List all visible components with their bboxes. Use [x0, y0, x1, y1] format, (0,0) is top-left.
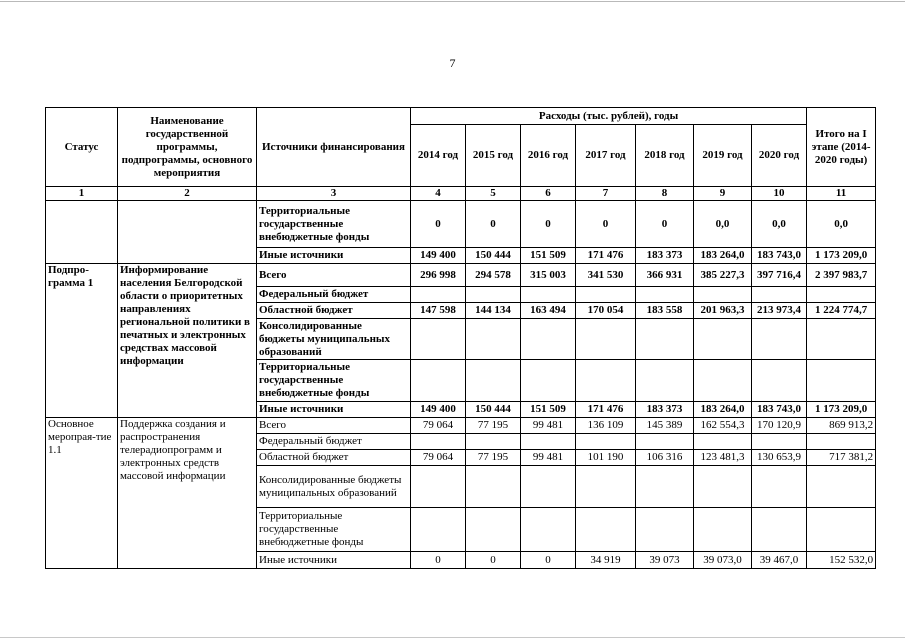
column-number: 6: [521, 187, 576, 201]
year-value: 145 389: [636, 418, 694, 434]
year-value: [411, 508, 466, 552]
header-year: 2014 год: [411, 125, 466, 187]
year-value: 0: [521, 552, 576, 569]
year-value: [576, 360, 636, 402]
row-status: Подпро-грамма 1: [46, 264, 118, 418]
year-value: [636, 287, 694, 303]
total-value: 2 397 983,7: [807, 264, 876, 287]
year-value: [521, 319, 576, 360]
year-value: [411, 319, 466, 360]
year-value: 39 467,0: [752, 552, 807, 569]
funding-source: Консолидированные бюджеты муниципальных образований: [257, 466, 411, 508]
year-value: 0: [466, 552, 521, 569]
year-value: 0: [576, 201, 636, 248]
year-value: [521, 466, 576, 508]
row-status: [46, 201, 118, 264]
scan-edge-bottom: [0, 637, 905, 638]
scan-edge-top: [0, 1, 905, 2]
header-status: Статус: [46, 108, 118, 187]
year-value: 0: [411, 201, 466, 248]
header-year: 2017 год: [576, 125, 636, 187]
year-value: [466, 508, 521, 552]
year-value: 144 134: [466, 303, 521, 319]
year-value: [576, 319, 636, 360]
table-row: [46, 201, 876, 248]
year-value: [694, 287, 752, 303]
row-name: Поддержка создания и распространения телерадиопрограмм и электронных средств массовой информации: [118, 418, 257, 569]
year-value: [636, 466, 694, 508]
column-number: 3: [257, 187, 411, 201]
year-value: [521, 508, 576, 552]
header-row-1: [46, 108, 876, 125]
table-row: [46, 418, 876, 434]
year-value: 106 316: [636, 450, 694, 466]
column-number: 5: [466, 187, 521, 201]
year-value: [752, 434, 807, 450]
year-value: [466, 434, 521, 450]
total-value: [807, 287, 876, 303]
year-value: [636, 360, 694, 402]
total-value: 869 913,2: [807, 418, 876, 434]
year-value: 162 554,3: [694, 418, 752, 434]
column-number: 8: [636, 187, 694, 201]
column-number: 7: [576, 187, 636, 201]
total-value: [807, 508, 876, 552]
total-value: 1 224 774,7: [807, 303, 876, 319]
year-value: 294 578: [466, 264, 521, 287]
total-value: 717 381,2: [807, 450, 876, 466]
year-value: [521, 287, 576, 303]
year-value: 315 003: [521, 264, 576, 287]
funding-source: Консолидированные бюджеты муниципальных образований: [257, 319, 411, 360]
year-value: [466, 466, 521, 508]
year-value: 171 476: [576, 248, 636, 264]
year-value: 201 963,3: [694, 303, 752, 319]
total-value: 152 532,0: [807, 552, 876, 569]
year-value: 79 064: [411, 450, 466, 466]
table-row: [46, 264, 876, 287]
year-value: 130 653,9: [752, 450, 807, 466]
year-value: 213 973,4: [752, 303, 807, 319]
funding-source: Федеральный бюджет: [257, 287, 411, 303]
header-expenses: Расходы (тыс. рублей), годы: [411, 108, 807, 125]
year-value: [636, 508, 694, 552]
year-value: [411, 466, 466, 508]
funding-source: Территориальные государственные внебюджетные фонды: [257, 508, 411, 552]
funding-source: Территориальные государственные внебюджетные фонды: [257, 201, 411, 248]
year-value: 0: [521, 201, 576, 248]
column-number: 4: [411, 187, 466, 201]
year-value: [752, 466, 807, 508]
year-value: 0: [636, 201, 694, 248]
year-value: 183 743,0: [752, 248, 807, 264]
year-value: [694, 319, 752, 360]
year-value: 79 064: [411, 418, 466, 434]
funding-source: Иные источники: [257, 402, 411, 418]
year-value: 183 264,0: [694, 402, 752, 418]
header-year: 2016 год: [521, 125, 576, 187]
column-number: 10: [752, 187, 807, 201]
year-value: 149 400: [411, 402, 466, 418]
funding-source: Федеральный бюджет: [257, 434, 411, 450]
year-value: [576, 508, 636, 552]
header-year: 2018 год: [636, 125, 694, 187]
year-value: 101 190: [576, 450, 636, 466]
row-status: Основное меропрая-тие 1.1: [46, 418, 118, 569]
year-value: [466, 287, 521, 303]
year-value: 39 073: [636, 552, 694, 569]
year-value: 341 530: [576, 264, 636, 287]
total-value: [807, 434, 876, 450]
year-value: 77 195: [466, 418, 521, 434]
column-number: 9: [694, 187, 752, 201]
column-number: 11: [807, 187, 876, 201]
header-total: Итого на I этапе (2014-2020 годы): [807, 108, 876, 187]
row-name: Информирование населения Белгородской области о приоритетных направлениях региональной политики в печатных и электронных средствах массовой информации: [118, 264, 257, 418]
year-value: 170 054: [576, 303, 636, 319]
column-number: 1: [46, 187, 118, 201]
year-value: 136 109: [576, 418, 636, 434]
column-number: 2: [118, 187, 257, 201]
funding-source: Областной бюджет: [257, 450, 411, 466]
year-value: 0,0: [694, 201, 752, 248]
year-value: 151 509: [521, 248, 576, 264]
column-number-row: [46, 187, 876, 201]
year-value: 397 716,4: [752, 264, 807, 287]
header-year: 2019 год: [694, 125, 752, 187]
year-value: [521, 360, 576, 402]
year-value: [521, 434, 576, 450]
year-value: 0: [411, 552, 466, 569]
year-value: 385 227,3: [694, 264, 752, 287]
year-value: [411, 287, 466, 303]
year-value: 34 919: [576, 552, 636, 569]
year-value: [411, 434, 466, 450]
header-name: Наименование государственной программы, подпрограммы, основного мероприятия: [118, 108, 257, 187]
year-value: 170 120,9: [752, 418, 807, 434]
total-value: 1 173 209,0: [807, 248, 876, 264]
year-value: 0,0: [752, 201, 807, 248]
year-value: [576, 466, 636, 508]
year-value: [694, 508, 752, 552]
year-value: 171 476: [576, 402, 636, 418]
year-value: [466, 360, 521, 402]
total-value: 1 173 209,0: [807, 402, 876, 418]
year-value: 183 558: [636, 303, 694, 319]
year-value: [636, 319, 694, 360]
funding-source: Областной бюджет: [257, 303, 411, 319]
total-value: [807, 319, 876, 360]
header-year: 2015 год: [466, 125, 521, 187]
header-year: 2020 год: [752, 125, 807, 187]
year-value: [752, 360, 807, 402]
total-value: [807, 466, 876, 508]
year-value: [752, 287, 807, 303]
year-value: [576, 434, 636, 450]
year-value: 123 481,3: [694, 450, 752, 466]
year-value: [694, 434, 752, 450]
year-value: 183 373: [636, 248, 694, 264]
year-value: 183 743,0: [752, 402, 807, 418]
funding-source: Иные источники: [257, 248, 411, 264]
year-value: 150 444: [466, 248, 521, 264]
funding-source: Территориальные государственные внебюджетные фонды: [257, 360, 411, 402]
year-value: [694, 466, 752, 508]
year-value: 151 509: [521, 402, 576, 418]
year-value: 147 598: [411, 303, 466, 319]
year-value: [466, 319, 521, 360]
year-value: [576, 287, 636, 303]
year-value: 77 195: [466, 450, 521, 466]
year-value: 150 444: [466, 402, 521, 418]
year-value: 163 494: [521, 303, 576, 319]
total-value: 0,0: [807, 201, 876, 248]
year-value: [694, 360, 752, 402]
year-value: 183 373: [636, 402, 694, 418]
year-value: 99 481: [521, 450, 576, 466]
year-value: [411, 360, 466, 402]
year-value: 366 931: [636, 264, 694, 287]
year-value: 99 481: [521, 418, 576, 434]
total-value: [807, 360, 876, 402]
funding-source: Всего: [257, 418, 411, 434]
year-value: 39 073,0: [694, 552, 752, 569]
year-value: 183 264,0: [694, 248, 752, 264]
header-sources: Источники финансирования: [257, 108, 411, 187]
page-number: 7: [449, 56, 456, 70]
year-value: 296 998: [411, 264, 466, 287]
funding-source: Всего: [257, 264, 411, 287]
year-value: [636, 434, 694, 450]
year-value: 0: [466, 201, 521, 248]
year-value: [752, 508, 807, 552]
budget-table: [45, 107, 876, 569]
year-value: [752, 319, 807, 360]
year-value: 149 400: [411, 248, 466, 264]
funding-source: Иные источники: [257, 552, 411, 569]
row-name: [118, 201, 257, 264]
